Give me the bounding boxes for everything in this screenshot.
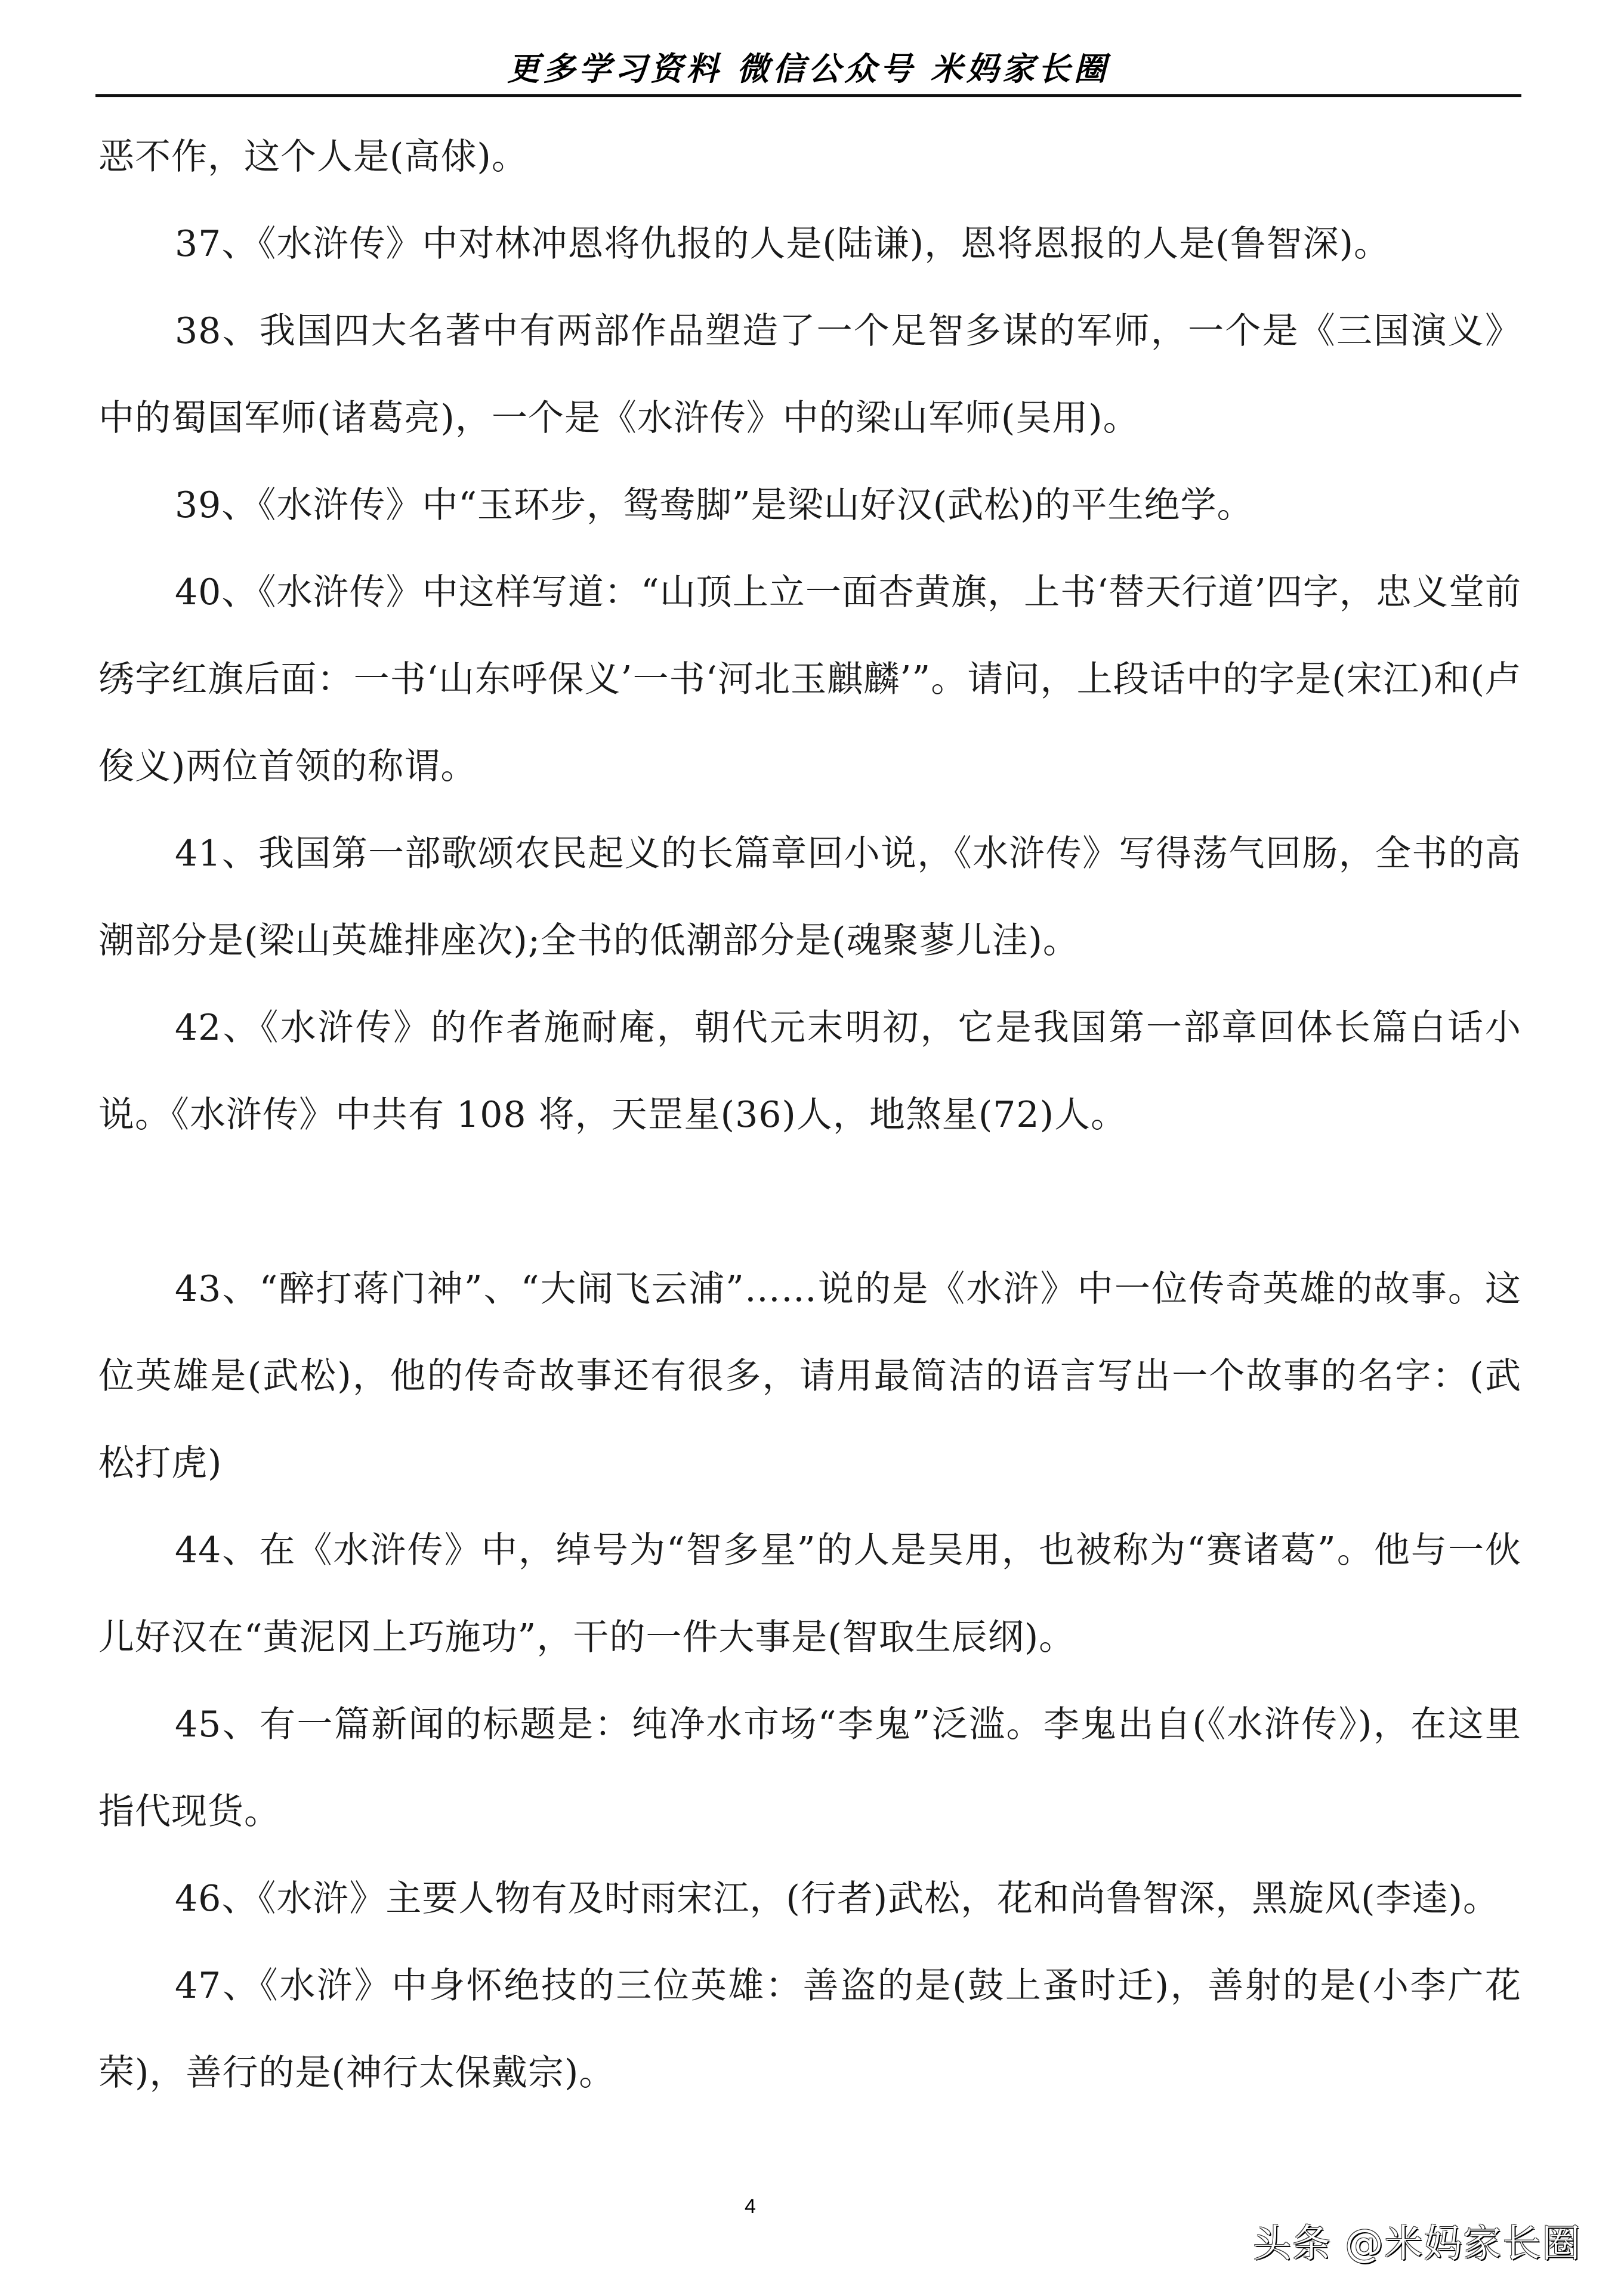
question-37: 37、《水浒传》中对林冲恩将仇报的人是(陆谦)，恩将恩报的人是(鲁智深)。 <box>175 223 1390 265</box>
question-42: 42、《水浒传》的作者施耐庵，朝代元末明初，它是我国第一部章回体长篇白话小说。《水浒传》中共有 108 将，天罡星(36)人，地煞星(72)人。 <box>98 1007 1521 1136</box>
paragraph-continuation: 恶不作，这个人是(高俅)。 <box>98 136 528 178</box>
question-46: 46、《水浒》主要人物有及时雨宋江，(行者)武松，花和尚鲁智深，黑旋风(李逵)。 <box>175 1878 1499 1920</box>
page-number: 4 <box>745 2195 756 2218</box>
watermark: 头条 @米妈家长圈 <box>1253 2222 1582 2266</box>
header-divider <box>95 94 1521 97</box>
question-41: 41、我国第一部歌颂农民起义的长篇章回小说，《水浒传》写得荡气回肠，全书的高潮部分是(梁山英雄排座次);全书的低潮部分是(魂聚蓼儿洼)。 <box>98 833 1521 962</box>
question-40: 40、《水浒传》中这样写道：“山顶上立一面杏黄旗，上书‘替天行道’四字，忠义堂前绣字红旗后面：一书‘山东呼保义’一书‘河北玉麒麟’”。请问，上段话中的字是(宋江)和(卢俊义)两位首领的称谓。 <box>98 571 1521 787</box>
question-39: 39、《水浒传》中“玉环步，鸳鸯脚”是梁山好汉(武松)的平生绝学。 <box>175 484 1253 526</box>
question-38: 38、我国四大名著中有两部作品塑造了一个足智多谋的军师，一个是《三国演义》中的蜀国军师(诸葛亮)，一个是《水浒传》中的梁山军师(吴用)。 <box>98 310 1521 439</box>
header-title: 更多学习资料 微信公众号 米妈家长圈 <box>507 50 1110 88</box>
question-45: 45、有一篇新闻的标题是：纯净水市场“李鬼”泛滥。李鬼出自(《水浒传》)，在这里指代现货。 <box>98 1704 1521 1833</box>
question-44: 44、在《水浒传》中，绰号为“智多星”的人是吴用，也被称为“赛诸葛”。他与一伙儿好汉在“黄泥冈上巧施功”，干的一件大事是(智取生辰纲)。 <box>98 1529 1521 1658</box>
question-47: 47、《水浒》中身怀绝技的三位英雄：善盗的是(鼓上蚤时迁)，善射的是(小李广花荣)，善行的是(神行太保戴宗)。 <box>98 1965 1521 2094</box>
document-body <box>98 113 1521 2116</box>
question-43: 43、“醉打蒋门神”、“大闹飞云浦”……说的是《水浒》中一位传奇英雄的故事。这位英雄是(武松)，他的传奇故事还有很多，请用最简洁的语言写出一个故事的名字：(武松打虎) <box>98 1268 1521 1484</box>
page-header <box>95 42 1521 101</box>
